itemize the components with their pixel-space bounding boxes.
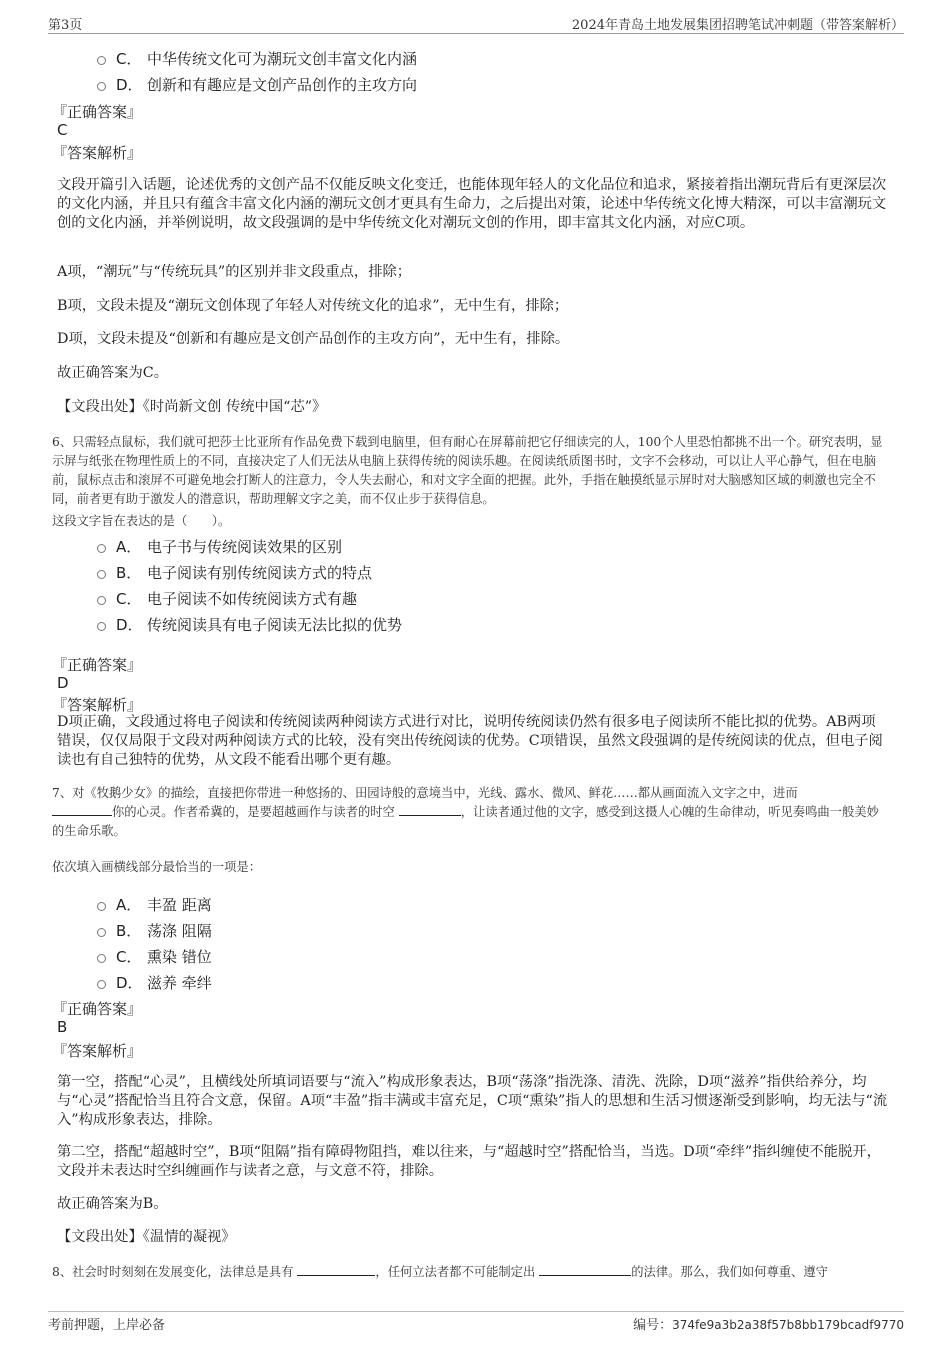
- q7-answer-label: 『正确答案』: [52, 1000, 143, 1018]
- q7-stem-part1: 7、对《牧鹅少女》的描绘，直接把你带进一种悠扬的、田园诗般的意境当中，光线、露水、微风、鲜花……都从画面流入文字之中，进而: [52, 786, 798, 800]
- q6-analysis-label: 『答案解析』: [52, 696, 143, 714]
- q6-answer-label: 『正确答案』: [52, 656, 143, 674]
- radio-icon[interactable]: [97, 928, 106, 937]
- radio-icon[interactable]: [97, 902, 106, 911]
- q7-stem-part2: 你的心灵。作者希冀的，是要超越画作与读者的时空: [112, 805, 395, 819]
- q7-conclusion: 故正确答案为B。: [57, 1196, 168, 1212]
- radio-icon[interactable]: [97, 82, 106, 91]
- footer-divider: [48, 1311, 904, 1312]
- blank-line: [399, 803, 461, 816]
- q5-analysis-a: A项，“潮玩”与“传统玩具”的区别并非文段重点，排除；: [57, 264, 412, 280]
- document-title: 2024年青岛土地发展集团招聘笔试冲刺题（带答案解析）: [571, 18, 904, 33]
- q5-answer-label: 『正确答案』: [52, 103, 143, 121]
- q5-analysis-d: D项，文段未提及“创新和有趣应是文创产品创作的主攻方向”，无中生有，排除。: [57, 331, 570, 347]
- q5-answer: C: [57, 121, 68, 139]
- page-number: 第3页: [48, 18, 83, 33]
- q7-analysis-paragraph-1: 第一空，搭配“心灵”，且横线处所填词语要与“流入”构成形象表达，B项“荡涤”指洗涤、清洗、洗除，D项“滋养”指供给养分，均与“心灵”搭配恰当且符合文意，保留。A项“丰盈”指丰满或丰富充足，C项“熏染”指人的思想和生活习惯逐渐受到影响，均无法与“流入”构成形象表达，排除。: [57, 1074, 888, 1128]
- option-letter: D．: [116, 974, 143, 992]
- option-text: 传统阅读具有电子阅读无法比拟的优势: [147, 616, 403, 634]
- q5-option-d[interactable]: [97, 74, 417, 95]
- blank-line: [52, 803, 112, 816]
- q7-option-d[interactable]: [97, 972, 212, 993]
- option-letter: C．: [116, 948, 142, 966]
- option-text: 中华传统文化可为潮玩文创丰富文化内涵: [147, 50, 418, 68]
- q6-option-b[interactable]: [97, 562, 372, 583]
- header-divider: [48, 33, 904, 34]
- q7-option-b[interactable]: [97, 920, 212, 941]
- q6-question: 这段文字旨在表达的是（ ）。: [52, 514, 231, 528]
- q6-option-c[interactable]: [97, 588, 357, 609]
- q7-question: 依次填入画横线部分最恰当的一项是：: [52, 860, 262, 874]
- radio-icon[interactable]: [97, 56, 106, 65]
- option-text: 电子阅读不如传统阅读方式有趣: [147, 590, 358, 608]
- footer-code-label: 编号：: [633, 1318, 673, 1333]
- option-letter: A．: [116, 538, 142, 556]
- option-text: 创新和有趣应是文创产品创作的主攻方向: [147, 76, 418, 94]
- q8-stem-part1: 8、社会时时刻刻在发展变化，法律总是具有: [52, 1265, 294, 1279]
- q7-option-a[interactable]: [97, 894, 212, 915]
- q7-source: 【文段出处】《温情的凝视》: [57, 1229, 236, 1245]
- q8-stem-part2: ，任何立法者都不可能制定出: [375, 1265, 536, 1279]
- q6-answer: D: [57, 674, 69, 692]
- q7-stem-part3: ，让读者通过他的文字，感受到这摄人心魄的生命律动，听见奏鸣曲一般美妙的生命乐歌。: [52, 805, 879, 838]
- q5-analysis-label: 『答案解析』: [52, 144, 143, 162]
- q7-analysis-paragraph-2: 第二空，搭配“超越时空”，B项“阻隔”指有障碍物阻挡，难以往来，与“超越时空”搭配恰当，当选。D项“牵绊”指纠缠使不能脱开，文段并未表达时空纠缠画作与读者之意，与文意不符，排除。: [57, 1144, 881, 1179]
- radio-icon[interactable]: [97, 544, 106, 553]
- q5-analysis-b: B项，文段未提及“潮玩文创体现了年轻人对传统文化的追求”，无中生有，排除；: [57, 298, 569, 314]
- footer-code: [633, 1314, 904, 1333]
- q6-analysis: D项正确，文段通过将电子阅读和传统阅读两种阅读方式进行对比，说明传统阅读仍然有很多电子阅读所不能比拟的优势。AB两项错误，仅仅局限于文段对两种阅读方式的比较，没有突出传统阅读的优势。C项错误，虽然文段强调的是传统阅读的优点，但电子阅读也有自己独特的优势，从文段不能看出哪个更有趣。: [57, 714, 883, 768]
- q8-stem: [52, 1263, 888, 1282]
- radio-icon[interactable]: [97, 596, 106, 605]
- q6-stem: 6、只需轻点鼠标，我们就可把莎士比亚所有作品免费下载到电脑里，但有耐心在屏幕前把它仔细读完的人，100个人里恐怕都挑不出一个。研究表明，显示屏与纸张在物理性质上的不同，直接决定了人们无法从电脑上获得传统的阅读乐趣。在阅读纸质图书时，文字不会移动，可以让人平心静气，但在电脑前，鼠标点击和滚屏不可避免地会打断人的注意力，令人失去耐心，和对文字全面的把握。此外，手指在触摸纸显示屏时对大脑感知区域的刺激也完全不同，前者更有助于激发人的潜意识，帮助理解文字之美，而不仅止步于获得信息。: [52, 435, 883, 506]
- q5-option-c[interactable]: [97, 48, 417, 69]
- option-text: 丰盈 距离: [147, 896, 212, 914]
- option-text: 熏染 错位: [147, 948, 212, 966]
- option-letter: A．: [116, 896, 142, 914]
- q7-answer: B: [57, 1018, 68, 1036]
- option-text: 荡涤 阻隔: [147, 922, 212, 940]
- option-text: 电子书与传统阅读效果的区别: [147, 538, 343, 556]
- q7-stem: [52, 784, 888, 841]
- q5-source: 【文段出处】《时尚新文创 传统中国“芯”》: [57, 399, 327, 415]
- q5-analysis-paragraph: 文段开篇引入话题，论述优秀的文创产品不仅能反映文化变迁，也能体现年轻人的文化品位和追求，紧接着指出潮玩背后有更深层次的文化内涵，并且只有蕴含丰富文化内涵的潮玩文创才更具有生命力，之后提出对策，论述中华传统文化博大精深，可以丰富潮玩文创的文化内涵，并举例说明，故文段强调的是中华传统文化对潮玩文创的作用，即丰富其文化内涵，对应C项。: [57, 177, 887, 231]
- blank-line: [539, 1263, 631, 1276]
- q6-option-d[interactable]: [97, 614, 402, 635]
- option-text: 电子阅读有别传统阅读方式的特点: [147, 564, 373, 582]
- option-text: 滋养 牵绊: [147, 974, 212, 992]
- blank-line: [297, 1263, 375, 1276]
- radio-icon[interactable]: [97, 954, 106, 963]
- option-letter: C．: [116, 50, 142, 68]
- q7-option-c[interactable]: [97, 946, 212, 967]
- option-letter: C．: [116, 590, 142, 608]
- footer-code-value: 374fe9a3b2a38f57b8bb179bcadf9770: [672, 1318, 904, 1332]
- radio-icon[interactable]: [97, 622, 106, 631]
- option-letter: D．: [116, 616, 143, 634]
- q5-conclusion: 故正确答案为C。: [57, 365, 169, 381]
- option-letter: B．: [116, 922, 142, 940]
- footer-slogan: 考前押题，上岸必备: [48, 1318, 166, 1333]
- q8-stem-part3: 的法律。那么，我们如何尊重、遵守: [631, 1265, 828, 1279]
- q6-option-a[interactable]: [97, 536, 342, 557]
- radio-icon[interactable]: [97, 570, 106, 579]
- option-letter: D．: [116, 76, 143, 94]
- radio-icon[interactable]: [97, 980, 106, 989]
- option-letter: B．: [116, 564, 142, 582]
- q7-analysis-label: 『答案解析』: [52, 1042, 143, 1060]
